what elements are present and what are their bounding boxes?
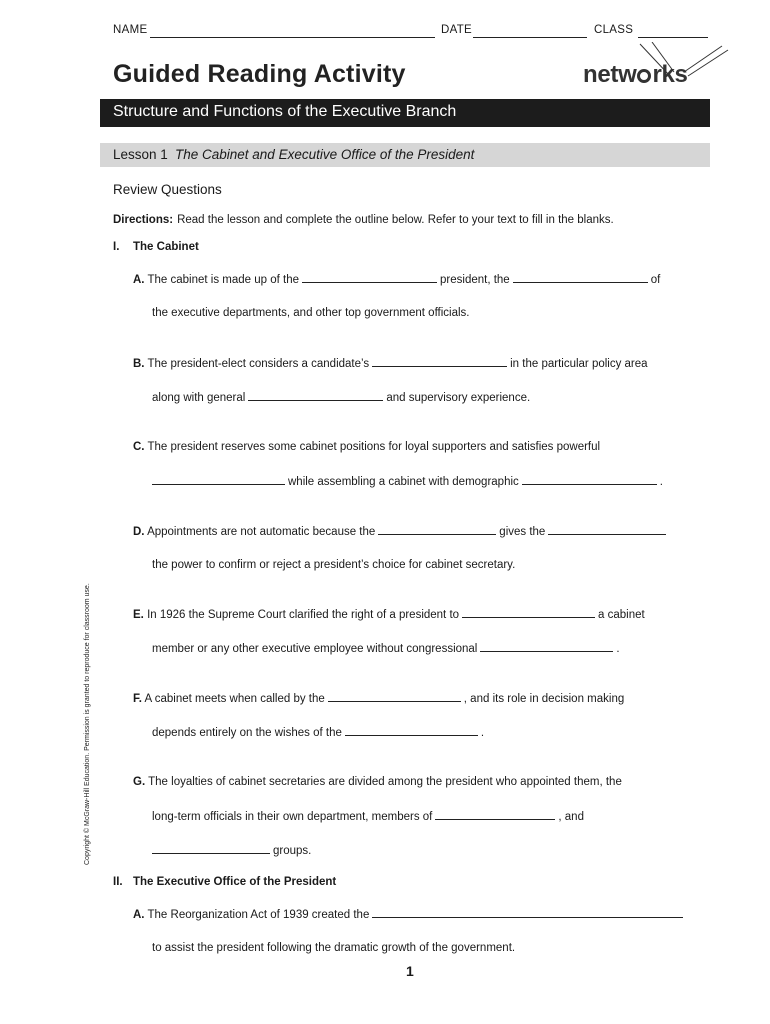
copyright-notice: Copyright © McGraw-Hill Education. Permission is granted to reproduce for classroom use. — [84, 583, 91, 865]
item-1d-line-2: the power to confirm or reject a president’s choice for cabinet secretary. — [152, 559, 516, 571]
date-label: DATE — [441, 24, 473, 36]
item-1f-line-1: F. A cabinet meets when called by the , and its role in decision making — [133, 693, 625, 705]
blank[interactable] — [302, 272, 437, 283]
blank[interactable] — [462, 607, 595, 618]
item-1g-line-1: G. The loyalties of cabinet secretaries are divided among the president who appointed them, the — [133, 776, 622, 788]
item-1g-line-3: groups. — [152, 843, 311, 858]
blank[interactable] — [522, 474, 657, 485]
class-field[interactable] — [638, 37, 708, 38]
blank[interactable] — [480, 641, 613, 652]
logo-ring-icon — [637, 69, 651, 83]
activity-title-band — [100, 99, 710, 127]
item-2a-line-2: to assist the president following the dramatic growth of the government. — [152, 942, 516, 954]
blank[interactable] — [152, 474, 285, 485]
blank[interactable] — [372, 356, 507, 367]
lesson-band — [100, 143, 710, 167]
blank[interactable] — [513, 272, 648, 283]
blank[interactable] — [372, 907, 683, 918]
item-1e-line-1: E. In 1926 the Supreme Court clarified the right of a president to a cabinet — [133, 609, 645, 621]
directions: Directions: Read the lesson and complete the outline below. Refer to your text to fill in the blanks. — [113, 214, 614, 226]
section-1-heading: I. The Cabinet — [113, 241, 199, 253]
item-1b-line-1: B. The president-elect considers a candidate’s in the particular policy area — [133, 358, 648, 370]
class-label: CLASS — [594, 24, 634, 36]
review-heading: Review Questions — [113, 182, 222, 197]
item-1b-line-2: along with general and supervisory experience. — [152, 392, 531, 404]
name-label: NAME — [113, 24, 148, 36]
lesson-name: The Cabinet and Executive Office of the President — [175, 147, 475, 162]
item-1g-line-2: long-term officials in their own department, members of , and — [152, 811, 584, 823]
date-field[interactable] — [473, 37, 587, 38]
item-1c-line-1: C. The president reserves some cabinet positions for loyal supporters and satisfies powerful — [133, 441, 601, 453]
item-1e-line-2: member or any other executive employee without congressional . — [152, 643, 620, 655]
page-title: Guided Reading Activity — [113, 60, 406, 88]
blank[interactable] — [378, 524, 496, 535]
item-1a-line-1: A. The cabinet is made up of the president, the of — [133, 274, 661, 286]
blank[interactable] — [435, 809, 555, 820]
name-field[interactable] — [150, 37, 435, 38]
activity-title: Structure and Functions of the Executive Branch — [113, 103, 457, 120]
item-1f-line-2: depends entirely on the wishes of the . — [152, 727, 485, 739]
item-1a-line-2: the executive departments, and other top government officials. — [152, 307, 470, 319]
blank[interactable] — [345, 725, 478, 736]
item-2a-line-1: A. The Reorganization Act of 1939 created the — [133, 907, 686, 922]
blank[interactable] — [328, 691, 461, 702]
blank[interactable] — [248, 390, 383, 401]
blank[interactable] — [152, 843, 270, 854]
item-1c-line-2: while assembling a cabinet with demographic . — [152, 474, 663, 489]
blank[interactable] — [548, 524, 666, 535]
lesson-number: Lesson 1 — [113, 147, 168, 162]
networks-logo: netw rks — [583, 61, 688, 88]
page-number: 1 — [406, 963, 414, 979]
section-2-heading: II. The Executive Office of the President — [113, 876, 337, 888]
item-1d-line-1: D. Appointments are not automatic because the gives the — [133, 524, 669, 539]
